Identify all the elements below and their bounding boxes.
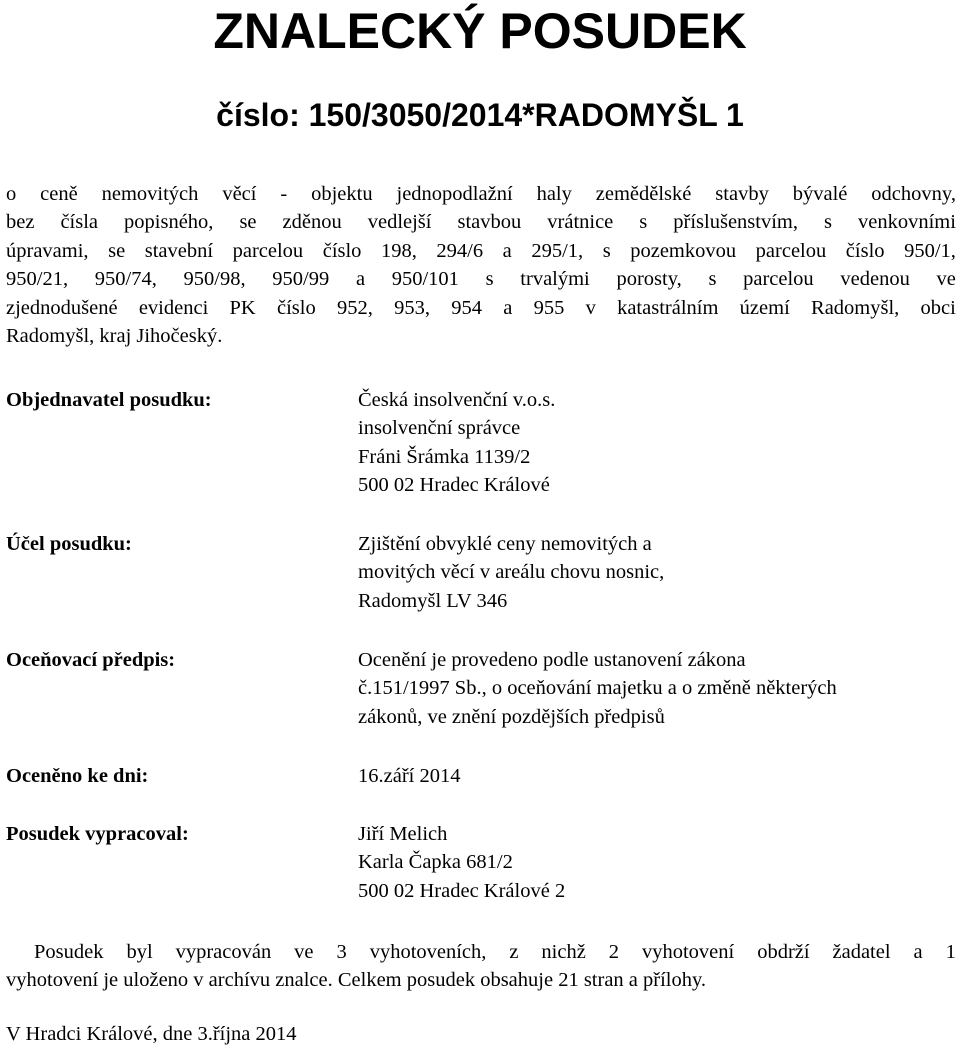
regulation-line: Ocenění je provedeno podle ustanovení zákona	[358, 649, 746, 671]
purpose-line: Radomyšl LV 346	[358, 589, 508, 612]
author-line: Karla Čapka 681/2	[358, 851, 513, 874]
purpose-line: movitých věcí v areálu chovu nosnic,	[358, 561, 665, 584]
document-title: ZNALECKÝ POSUDEK	[213, 3, 747, 59]
copies-note	[6, 938, 956, 995]
intro-line: úpravami, se stavební parcelou číslo 198, 294/6 a 295/1, s pozemkovou parcelou číslo 950/1,	[6, 239, 956, 262]
client-value	[358, 386, 958, 500]
regulation-value	[358, 646, 958, 731]
author-value	[358, 820, 958, 905]
place-date: V Hradci Králové, dne 3.října 2014	[6, 1023, 297, 1045]
author-line: Jiří Melich	[358, 823, 448, 845]
valuation-date-value: 16.září 2014	[358, 765, 461, 787]
intro-line: o ceně nemovitých věcí - objektu jednopodlažní haly zemědělské stavby bývalé odchovny,	[6, 183, 956, 205]
regulation-label: Oceňovací předpis:	[6, 649, 176, 671]
author-label: Posudek vypracoval:	[6, 823, 189, 845]
client-line: Česká insolvenční v.o.s.	[358, 389, 556, 411]
client-label: Objednavatel posudku:	[6, 389, 212, 411]
intro-line: 950/21, 950/74, 950/98, 950/99 a 950/101 s trvalými porosty, s parcelou vedenou ve	[6, 268, 956, 291]
intro-line: zjednodušené evidenci PK číslo 952, 953, 954 a 955 v katastrálním území Radomyšl, obci	[6, 296, 956, 319]
regulation-line: č.151/1997 Sb., o oceňování majetku a o změně některých	[358, 677, 837, 700]
intro-line: bez čísla popisného, se zděnou vedlejší stavbou vrátnice s příslušenstvím, s venkovními	[6, 211, 956, 234]
valuation-date-label: Oceněno ke dni:	[6, 765, 149, 787]
purpose-line: Zjištění obvyklé ceny nemovitých a	[358, 533, 652, 555]
intro-paragraph	[6, 180, 956, 350]
author-line: 500 02 Hradec Králové 2	[358, 879, 566, 902]
regulation-line: zákonů, ve znění pozdějších předpisů	[358, 705, 665, 728]
client-line: insolvenční správce	[358, 417, 521, 440]
document-number: číslo: 150/3050/2014*RADOMYŠL 1	[216, 97, 744, 133]
purpose-label: Účel posudku:	[6, 533, 132, 555]
intro-line: Radomyšl, kraj Jihočeský.	[6, 325, 223, 348]
client-line: Fráni Šrámka 1139/2	[358, 445, 531, 468]
copies-line: vyhotovení je uloženo v archívu znalce. Celkem posudek obsahuje 21 stran a přílohy.	[6, 969, 707, 992]
copies-line: Posudek byl vypracován ve 3 vyhotoveních, z nichž 2 vyhotovení obdrží žadatel a 1	[34, 941, 956, 963]
purpose-value	[358, 530, 958, 615]
client-line: 500 02 Hradec Králové	[358, 474, 550, 497]
